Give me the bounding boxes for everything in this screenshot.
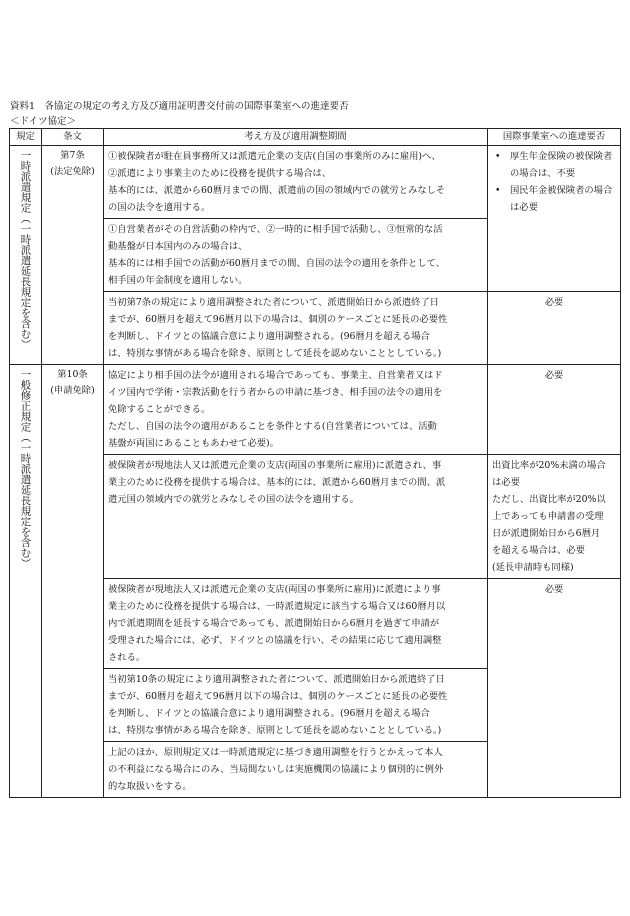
concept-cell <box>104 455 488 579</box>
text-line: される。 <box>108 652 146 663</box>
text-line: 動基盤が日本国内のみの場合は、 <box>108 241 248 252</box>
agreement-table <box>9 128 621 798</box>
section-label-cell <box>10 146 42 365</box>
concept-cell <box>104 579 488 669</box>
text-line: ただし、自国の法令の適用があることを条件とする(自営業者については、活動 <box>108 421 437 432</box>
concept-cell <box>104 292 488 365</box>
transmission-cell: 必要 <box>488 579 621 798</box>
text-line: ②派遣により事業主のために役務を提供する場合は、 <box>108 168 332 179</box>
text-line: ただし、出資比率が20%以 <box>492 494 606 505</box>
table-row <box>10 146 621 219</box>
header-kitei: 規定 <box>10 129 42 146</box>
text-line: イツ国内で学術・宗教活動を行う者からの申請に基づき、相手国の法令の適用を <box>108 387 443 398</box>
text-line: を判断し、ドイツとの協議合意により適用調整される。(96暦月を超える場合 <box>108 708 430 719</box>
text-line: 相手国の年金制度を適用しない。 <box>108 275 248 286</box>
article-cell <box>42 365 104 798</box>
article-number: 第10条 <box>57 369 88 380</box>
text-line: 業主のために役務を提供する場合は、基本的には、派遣から60暦月までの間、派 <box>108 477 446 488</box>
text-line: 免除することができる。 <box>108 404 211 415</box>
text-line: 被保険者が現地法人又は派遣元企業の支店(両国の事業所に雇用)に派遣され、事 <box>108 460 442 471</box>
article-note: (申請免除) <box>50 385 95 396</box>
table-header-row <box>10 129 621 146</box>
text-line: までが、60暦月を超えて96暦月以下の場合は、個別のケースごとに延長の必要性 <box>108 691 448 702</box>
text-line: は、特別な事情がある場合を除き、原則として延長を認めないこととしている。) <box>108 348 442 359</box>
concept-cell <box>104 365 488 455</box>
article-number: 第7条 <box>60 150 85 161</box>
text-line: (延長申請時も同様) <box>492 562 574 573</box>
section-label: 一時派遣規定（一時派遣延長規定を含む） <box>19 150 32 350</box>
text-line: 上であっても申請書の受理 <box>492 511 604 522</box>
article-note: (法定免除) <box>50 166 95 177</box>
text-line: ①自営業者がその自営活動の枠内で、②一時的に相手国で活動し、③恒常的な活 <box>108 224 443 235</box>
concept-cell <box>104 219 488 292</box>
transmission-cell <box>488 146 621 292</box>
concept-cell <box>104 669 488 742</box>
transmission-bullets <box>492 148 616 216</box>
header-article: 条文 <box>42 129 104 146</box>
text-line: 被保険者が現地法人又は派遣元企業の支店(両国の事業所に雇用)に派遣により事 <box>108 584 441 595</box>
text-line: までが、60暦月を超えて96暦月以下の場合は、個別のケースごとに延長の必要性 <box>108 314 448 325</box>
text-line: 出資比率が20%未満の場合 <box>492 460 606 471</box>
text-line: は、特別な事情がある場合を除き、原則として延長を認めないこととしている。) <box>108 725 442 736</box>
text-line: 基本的には相手国での活動が60暦月までの間、自国の法令の適用を条件として、 <box>108 258 446 269</box>
text-line: 当初第10条の規定により適用調整された者について、派遣開始日から派遣終了日 <box>108 674 445 685</box>
section-label: 一般修正規定（一時派遣延長規定を含む） <box>19 369 32 569</box>
concept-cell <box>104 146 488 219</box>
text-line: を判断し、ドイツとの協議合意により適用調整される。(96暦月を超える場合 <box>108 331 430 342</box>
text-line: 基本的には、派遣から60暦月までの間、派遣前の国の領域内での就労とみなしそ <box>108 185 446 196</box>
text-line: の不利益になる場合にのみ、当局間ないしは実施機関の協議により個別的に例外 <box>108 764 444 775</box>
text-line: ①被保険者が駐在員事務所又は派遣元企業の支店(自国の事業所のみに雇用)へ、 <box>108 151 441 162</box>
concept-cell <box>104 742 488 798</box>
transmission-cell: 必要 <box>488 365 621 455</box>
transmission-cell <box>488 455 621 579</box>
table-row <box>10 365 621 455</box>
bullet-item: • 国民年金被保険者の場合は必要 <box>492 182 616 216</box>
text-line: の国の法令を適用する。 <box>108 202 211 213</box>
text-line: 的な取扱いをする。 <box>108 781 192 792</box>
section-label-cell <box>10 365 42 798</box>
header-concept: 考え方及び適用調整期間 <box>104 129 488 146</box>
bullet-item: • 厚生年金保険の被保険者の場合は、不要 <box>492 148 616 182</box>
document-subtitle: ＜ドイツ協定＞ <box>10 116 77 127</box>
header-transmission: 国際事業室への進達要否 <box>488 129 621 146</box>
text-line: 当初第7条の規定により適用調整された者について、派遣開始日から派遣終了日 <box>108 297 439 308</box>
text-line: を超える場合は、必要 <box>492 545 585 556</box>
text-line: 協定により相手国の法令が適用される場合であっても、事業主、自営業者又はド <box>108 370 443 381</box>
text-line: 受理された場合には、必ず、ドイツとの協議を行い、その結果に応じて適用調整 <box>108 635 442 646</box>
text-line: 内で派遣期間を延長する場合であっても、派遣開始日から6暦月を過ぎて申請が <box>108 618 440 629</box>
transmission-cell: 必要 <box>488 292 621 365</box>
text-line: 日が派遣開始日から6暦月 <box>492 528 601 539</box>
document-title: 資料1 各協定の規定の考え方及び適用証明書交付前の国際事業室への進達要否 <box>10 101 349 112</box>
text-line: 遣元国の領域内での就労とみなしその国の法令を適用する。 <box>108 494 360 505</box>
article-cell <box>42 146 104 365</box>
text-line: は必要 <box>492 477 520 488</box>
text-line: 基盤が両国にあることもあわせて必要)。 <box>108 438 279 449</box>
text-line: 上記のほか、原則規定又は一時派遣規定に基づき適用調整を行うとかえって本人 <box>108 747 443 758</box>
text-line: 業主のために役務を提供する場合は、一時派遣規定に該当する場合又は60暦月以 <box>108 601 446 612</box>
